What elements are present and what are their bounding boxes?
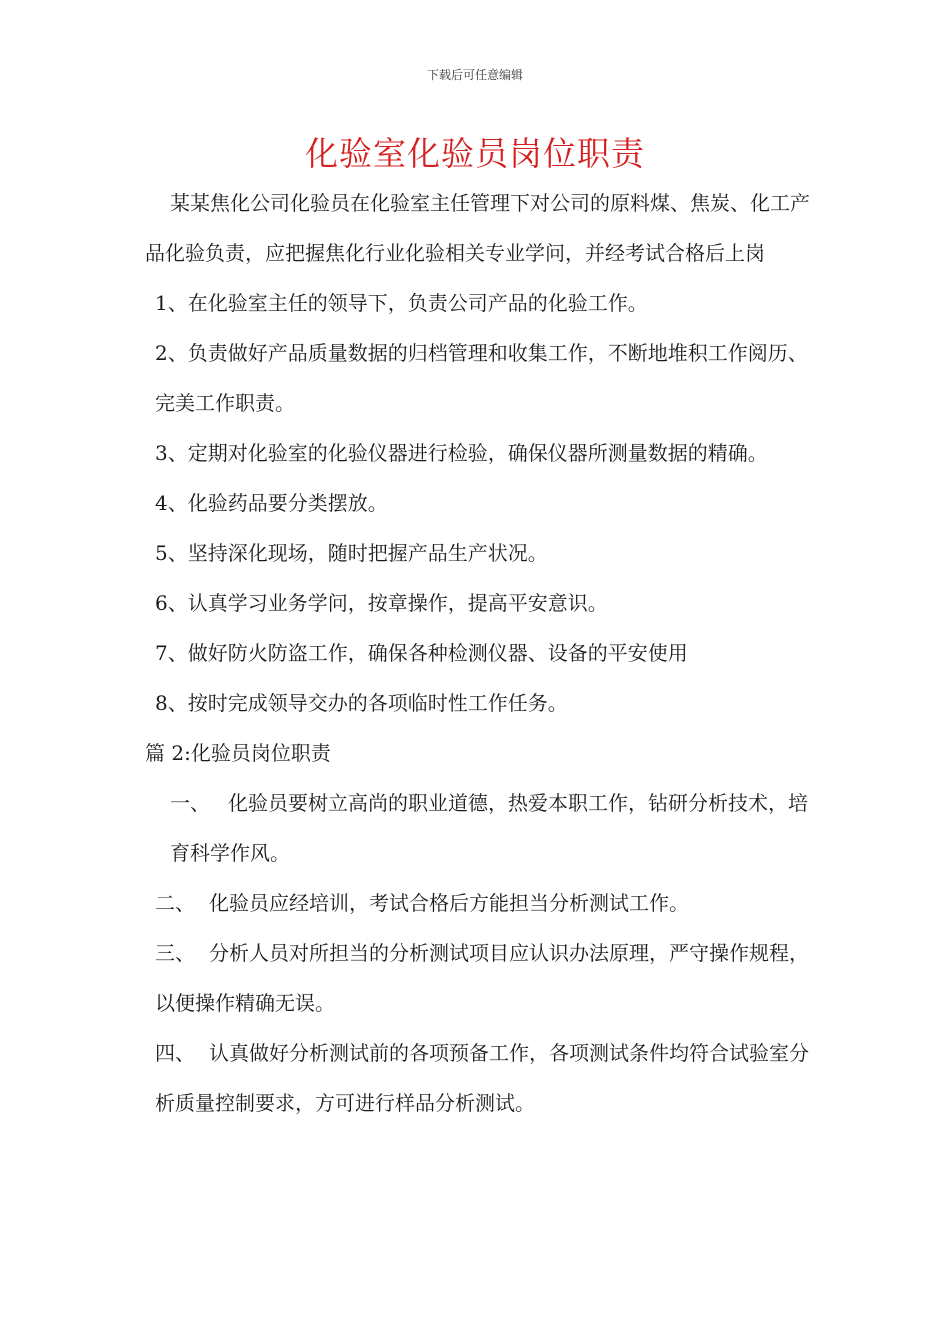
document-body xyxy=(145,178,810,1128)
intro-paragraph: 某某焦化公司化验员在化验室主任管理下对公司的原料煤、焦炭、化工产品化验负责，应把握焦化行业化验相关专业学问，并经考试合格后上岗 xyxy=(145,191,810,265)
section-2-item-1-text: 化验员要树立高尚的职业道德，热爱本职工作，钻研分析技术，培育科学作风。 xyxy=(170,791,808,865)
section-2-item-4-text: 认真做好分析测试前的各项预备工作，各项测试条件均符合试验室分析质量控制要求，方可进行样品分析测试。 xyxy=(155,1041,809,1115)
duty-item-7: 7、做好防火防盗工作，确保各种检测仪器、设备的平安使用 xyxy=(155,641,688,665)
section-2-item-3 xyxy=(145,928,810,1028)
section-2-item-3-text: 分析人员对所担当的分析测试项目应认识办法原理，严守操作规程，以便操作精确无误。 xyxy=(155,941,809,1015)
section-2-item-2-number: 二、 xyxy=(155,891,195,915)
document-title: 化验室化验员岗位职责 xyxy=(305,134,645,173)
duty-item-5: 5、坚持深化现场，随时把握产品生产状况。 xyxy=(155,541,548,565)
section-2-item-4 xyxy=(145,1028,810,1128)
section-2-heading: 篇 2:化验员岗位职责 xyxy=(145,741,331,765)
section-2-item-1 xyxy=(145,778,810,878)
section-2-item-1-number: 一、 xyxy=(170,791,210,815)
duty-item-1: 1、在化验室主任的领导下，负责公司产品的化验工作。 xyxy=(155,291,648,315)
duty-item-3: 3、定期对化验室的化验仪器进行检验，确保仪器所测量数据的精确。 xyxy=(155,441,768,465)
duty-item-6: 6、认真学习业务学问，按章操作，提高平安意识。 xyxy=(155,591,608,615)
section-2-item-3-number: 三、 xyxy=(155,941,195,965)
duty-item-8: 8、按时完成领导交办的各项临时性工作任务。 xyxy=(155,691,568,715)
duty-item-4: 4、化验药品要分类摆放。 xyxy=(155,491,388,515)
section-2-item-2 xyxy=(145,878,810,928)
section-2-item-4-number: 四、 xyxy=(155,1041,195,1065)
duty-item-2: 2、负责做好产品质量数据的归档管理和收集工作，不断地堆积工作阅历、完美工作职责。 xyxy=(155,341,808,415)
section-2-item-2-text: 化验员应经培训，考试合格后方能担当分析测试工作。 xyxy=(209,891,689,915)
header-note: 下载后可任意编辑 xyxy=(426,68,523,82)
